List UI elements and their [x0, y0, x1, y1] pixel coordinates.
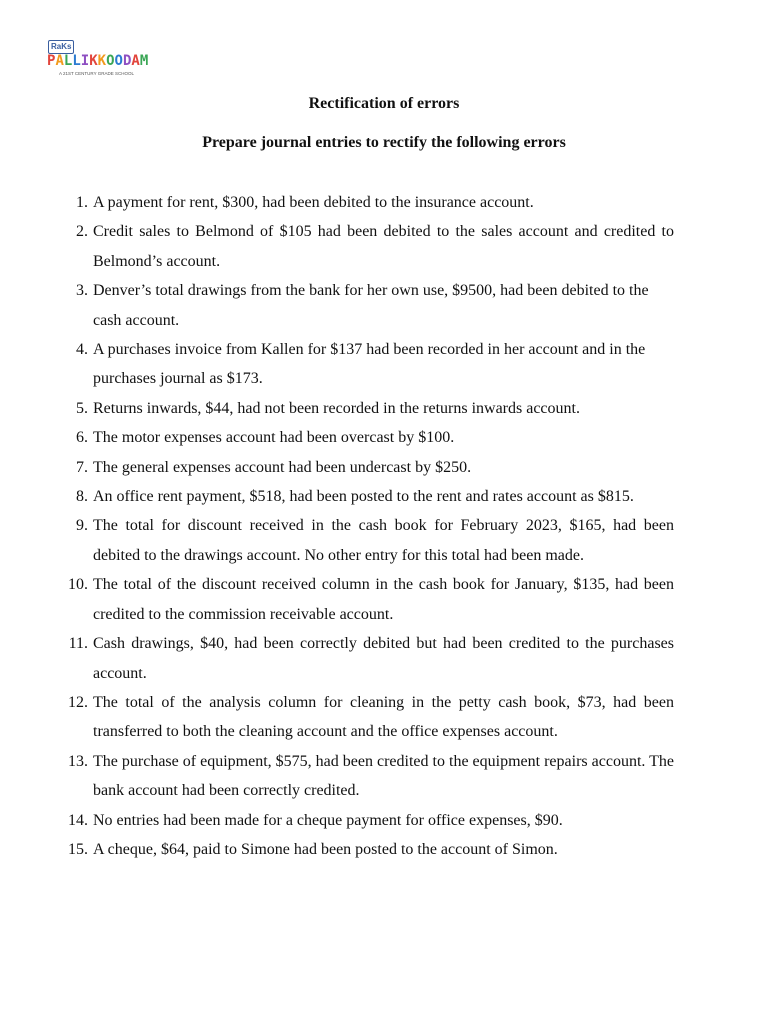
- logo-letter: D: [122, 53, 132, 69]
- item-text: An office rent payment, $518, had been posted to the rent and rates account as $815.: [93, 488, 634, 506]
- logo-letter: O: [114, 53, 123, 69]
- list-item: [60, 423, 674, 452]
- logo-letter: L: [63, 53, 73, 69]
- item-text: A purchases invoice from Kallen for $137 had been recorded in her account and in the purchases journal as $173.: [93, 341, 646, 388]
- logo-letter: K: [97, 53, 107, 69]
- item-number: 9.: [76, 517, 88, 535]
- list-item: [60, 394, 674, 423]
- list-item: [60, 217, 674, 276]
- item-number: 4.: [76, 341, 88, 359]
- item-text: No entries had been made for a cheque payment for office expenses, $90.: [93, 811, 563, 829]
- item-number: 1.: [76, 194, 88, 211]
- item-number: 2.: [76, 223, 88, 241]
- item-text: The total of the analysis column for cleaning in the petty cash book, $73, had been transferred to both the cleaning account and the office expenses account.: [93, 693, 674, 741]
- page-subtitle: Prepare journal entries to rectify the following errors: [202, 134, 566, 151]
- item-text: The general expenses account had been undercast by $250.: [93, 458, 472, 476]
- item-number: 7.: [76, 458, 88, 476]
- logo-tagline: A 21ST CENTURY GRADE SCHOOL: [59, 71, 135, 76]
- item-text: Returns inwards, $44, had not been recorded in the returns inwards account.: [93, 399, 580, 417]
- item-text: Cash drawings, $40, had been correctly debited but had been credited to the purchases account.: [93, 635, 674, 682]
- logo-letter: I: [80, 53, 90, 69]
- list-item: [60, 335, 696, 394]
- errors-list: [60, 188, 674, 864]
- logo-letter: A: [131, 53, 140, 69]
- item-number: 14.: [68, 811, 88, 829]
- list-item: [60, 747, 674, 806]
- list-item: [60, 570, 674, 629]
- item-number: 6.: [76, 429, 88, 447]
- logo-letter: O: [106, 53, 115, 69]
- item-number: 13.: [68, 752, 88, 770]
- item-number: 3.: [76, 282, 88, 300]
- item-text: The total for discount received in the cash book for February 2023, $165, had been debited to the drawings account. No other entry for this total had been made.: [93, 517, 674, 564]
- school-logo: [47, 40, 167, 80]
- logo-letter: P: [47, 53, 56, 69]
- list-item: [60, 188, 674, 217]
- item-text: The motor expenses account had been overcast by $100.: [93, 429, 455, 447]
- list-item: [60, 835, 674, 864]
- item-text: The total of the discount received column in the cash book for January, $135, had been credited to the commission receivable account.: [93, 576, 674, 623]
- logo-letter: L: [72, 53, 81, 69]
- list-item: [60, 453, 674, 482]
- item-text: The purchase of equipment, $575, had been credited to the equipment repairs account. The bank account had been correctly credited.: [93, 752, 674, 800]
- item-number: 11.: [68, 635, 88, 653]
- item-text: Credit sales to Belmond of $105 had been debited to the sales account and credited to Belmond’s account.: [93, 223, 674, 270]
- logo-letter: K: [89, 53, 98, 69]
- item-text: Denver’s total drawings from the bank for her own use, $9500, had been debited to the cash account.: [93, 282, 649, 329]
- list-item: [60, 482, 674, 511]
- logo-letter: A: [55, 53, 64, 69]
- item-number: 8.: [76, 488, 88, 506]
- list-item: [60, 629, 674, 688]
- item-text: A cheque, $64, paid to Simone had been posted to the account of Simon.: [93, 840, 558, 858]
- logo-letter: M: [139, 53, 149, 69]
- item-text: A payment for rent, $300, had been debited to the insurance account.: [93, 194, 534, 211]
- item-number: 10.: [68, 576, 88, 594]
- list-item: [60, 688, 674, 747]
- list-item: [60, 511, 674, 570]
- item-number: 12.: [68, 693, 88, 711]
- list-item: [60, 806, 674, 835]
- page-title: Rectification of errors: [308, 95, 460, 112]
- logo-badge: RaKs: [48, 40, 74, 54]
- logo-wordmark: [47, 53, 148, 69]
- item-number: 5.: [76, 399, 88, 417]
- item-number: 15.: [68, 840, 88, 858]
- list-item: [60, 276, 674, 335]
